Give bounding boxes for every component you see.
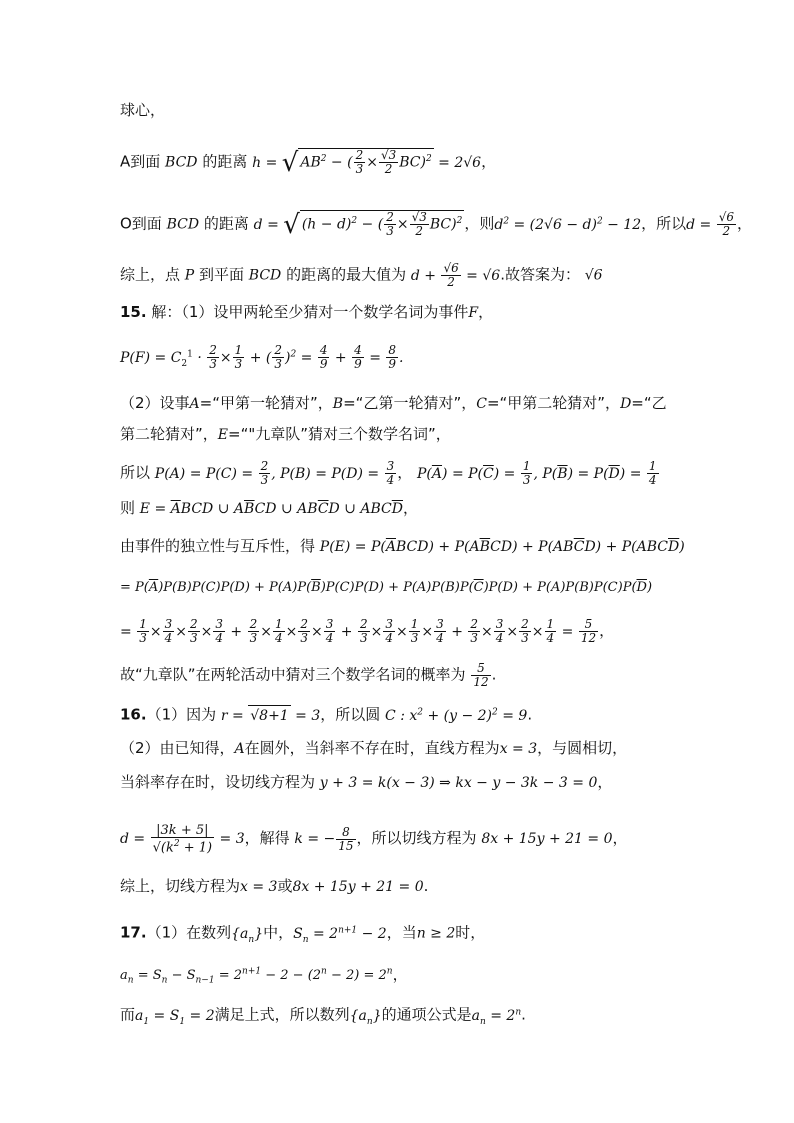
text: 球心，	[120, 101, 166, 119]
text: “甲第一轮猜对”，	[212, 394, 333, 412]
text: ，则	[464, 214, 495, 233]
text: “乙第一轮猜对”，	[355, 394, 477, 412]
text-line: 15. 解：（1）设甲两轮至少猜对一个数学名词为事件F，	[120, 303, 494, 321]
text: 时，	[455, 923, 486, 942]
text-line: $a_n = S_n - S_{n-1} = 2^{n+1} - 2 - (2^n - 2) = 2^n$，	[120, 965, 408, 986]
text: “"九章队”猜对三个数学名词”，	[240, 425, 451, 443]
formula: $P(F) = C_2^1$ · $\frac{2}{3}$ × $\frac{1}{3}$ + ( $\frac{2}{3}$ )$^2$ = $\frac{4}{9}$ + $\frac{4}{9}$ = $\frac{8}{9}$ .	[120, 343, 404, 372]
text-line: 则 $E = \overline{A}BCD$ ∪ $A\overline{B}CD$ ∪ $AB\overline{C}D$ ∪ $ABC\overline{D}$，	[120, 499, 419, 517]
question-number: 15.	[120, 303, 147, 321]
formula: = $P(\overline{A})P(B)P(C)P(D) + P(A)P(\overline{B})P(C)P(D) + P(A)P(B)P(\overline{C})P(D) + P(A)P(B)P(C)P(\overline{D})$	[120, 580, 653, 595]
text: “甲第二轮猜对”，	[499, 394, 621, 412]
text: 故“九章队”在两轮活动中猜对三个数学名词的概率为	[120, 665, 466, 684]
formula: = $\frac{1}{3}$ × $\frac{3}{4}$ × $\frac{2}{3}$ × $\frac{3}{4}$ + $\frac{2}{3}$ × $\frac{1}{4}$ × $\frac{2}{3}$ × $\frac{3}{4}$ + $\frac{2}{3}$ × $\frac{3}{4}$ × $\frac{1}{3}$ × $\frac{3}{4}$ + $\frac{2}{3}$ × $\frac{3}{4}$ × $\frac{2}{3}$ × $\frac{1}{4}$ = $\frac{5}{12}$	[120, 617, 597, 645]
text: 综上，点	[120, 265, 181, 284]
text: （1）在数列	[146, 923, 232, 942]
formula: $P(\overline{A}) = P(\overline{C})$ = $\frac{1}{3}$ , $P(\overline{B}) = P(\overline{D})$ = $\frac{1}{4}$	[417, 459, 657, 487]
formula: $P(E) = P(\overline{A}BCD) + P(A\overline{B}CD) + P(AB\overline{C}D) + P(ABC\overline{D})$	[319, 539, 685, 555]
text: ，所以切线方程为	[356, 829, 477, 848]
text: 而	[120, 1005, 136, 1024]
text: 的通项公式是	[381, 1005, 472, 1024]
math: BCD	[248, 267, 282, 284]
text: A到面	[120, 152, 161, 171]
formula: $E = \overline{A}BCD$ ∪ $A\overline{B}CD$ ∪ $AB\overline{C}D$ ∪ $ABC\overline{D}$	[139, 501, 403, 517]
formula: h = √ $AB^2$ − ( $\frac{2}{3}$ × $\frac{√3}{2}$ BC)$^2$ = 2√6	[252, 147, 482, 178]
math: BCD	[165, 154, 198, 171]
text-line: 综上，切线方程为x = 3或8x + 15y + 21 = 0.	[120, 877, 429, 895]
formula: $d^2 = (2√6 - d)^2 - 12$	[494, 216, 642, 233]
formula: $a_n = S_n - S_{n-1} = 2^{n+1} - 2 - (2^n - 2) = 2^n$	[120, 967, 393, 986]
formula: C : $x^2 + (y - 2)^2 = 9$	[385, 707, 528, 724]
formula: P(A) = P(C) = $\frac{2}{3}$ , P(B) = P(D) = $\frac{3}{4}$	[154, 459, 395, 487]
text: O到面	[120, 214, 162, 233]
formula: d = √ $(h - d)^2$ − ( $\frac{2}{3}$ × $\frac{√3}{2}$ BC)$^2$	[253, 209, 463, 240]
text: 或	[277, 877, 293, 895]
text: ，所以	[641, 214, 687, 233]
text-line: O到面 BCD 的距离 d = √ $(h - d)^2$ − ( $\frac{2}{3}$ × $\frac{√3}{2}$ BC)$^2$ ，则$d^2 = (2√6 - d)^2 - 12$，所以d = $\frac{√6}{2}$ ，	[120, 209, 753, 240]
text: 中，	[263, 923, 294, 942]
text-line: 16.（1）因为 r = √8+1 = 3，所以圆 C : $x^2 + (y - 2)^2 = 9$.	[120, 705, 533, 724]
question-number: 17.	[120, 923, 147, 942]
text-line: （2）由已知得，A在圆外，当斜率不存在时，直线方程为x = 3，与圆相切，	[120, 739, 628, 757]
text: （2）设事	[120, 394, 190, 412]
text: ，当	[386, 923, 417, 942]
text: 解：（1）设甲两轮至少猜对一个数学名词为事件	[151, 303, 469, 321]
text: 综上，切线方程为	[120, 877, 241, 895]
text-line: 而$a_1 = S_1 = 2$满足上式，所以数列$\{a_n\}$的通项公式是$a_n = 2^n$.	[120, 1005, 526, 1027]
text-line: 第二轮猜对”，E=“"九章队”猜对三个数学名词”，	[120, 425, 451, 443]
math: P	[184, 267, 195, 284]
text-line: d = $\frac{|3k + 5|}{√(k^2 + 1)}$ = 3，解得 k = − $\frac{8}{15}$ ，所以切线方程为 8x + 15y + 21 = 0，	[120, 823, 628, 856]
text: （2）由已知得，	[120, 739, 235, 757]
text: ，所以圆	[320, 705, 381, 724]
text: 的距离的最大值为	[286, 265, 407, 284]
formula: 8x + 15y + 21 = 0	[481, 831, 613, 848]
text: 在圆外，当斜率不存在时，直线方程为	[244, 739, 500, 757]
question-number: 16.	[120, 705, 147, 724]
text: （1）因为	[146, 705, 217, 724]
text: 则	[120, 499, 136, 517]
text: ，与圆相切，	[537, 739, 628, 757]
text-line: = $\frac{1}{3}$ × $\frac{3}{4}$ × $\frac{2}{3}$ × $\frac{3}{4}$ + $\frac{2}{3}$ × $\frac{1}{4}$ × $\frac{2}{3}$ × $\frac{3}{4}$ + $\frac{2}{3}$ × $\frac{3}{4}$ × $\frac{1}{3}$ × $\frac{3}{4}$ + $\frac{2}{3}$ × $\frac{3}{4}$ × $\frac{2}{3}$ × $\frac{1}{4}$ = $\frac{5}{12}$ ，	[120, 617, 615, 645]
text-line	[120, 262, 699, 289]
text-line	[120, 344, 699, 373]
formula: $\frac{5}{12}$	[473, 661, 489, 689]
text: 由事件的独立性与互斥性，得	[120, 537, 316, 555]
text: 第二轮猜对”，	[120, 425, 218, 443]
text: 的距离	[202, 152, 248, 171]
formula: d + $\frac{√6}{2}$ = √6	[410, 261, 501, 289]
text-line: 当斜率存在时，设切线方程为 y + 3 = k(x − 3) ⇒ kx − y − 3k − 3 = 0，	[120, 773, 613, 791]
text: 所以	[120, 463, 151, 482]
math: A	[234, 741, 245, 757]
math: BCD	[166, 216, 200, 233]
formula: y + 3 = k(x − 3) ⇒ kx − y − 3k − 3 = 0	[319, 775, 598, 791]
text-line	[120, 536, 699, 557]
text-line	[120, 100, 699, 120]
formula: d = $\frac{|3k + 5|}{√(k^2 + 1)}$ = 3	[120, 823, 245, 856]
text-line	[120, 576, 699, 598]
text: “乙	[643, 394, 667, 412]
text: ，解得	[244, 829, 290, 848]
text-line: 17.（1）在数列$\{a_n\}$中，$S_n = 2^{n+1} - 2$，当n ≥ 2时，	[120, 923, 486, 945]
text: 到平面	[199, 265, 245, 284]
formula: r = √8+1 = 3	[221, 708, 320, 724]
text-line: 故“九章队”在两轮活动中猜对三个数学名词的概率为 $\frac{5}{12}$ .	[120, 661, 497, 689]
text-line: 所以 P(A) = P(C) = $\frac{2}{3}$ , P(B) = P(D) = $\frac{3}{4}$ ， $P(\overline{A}) = P(\overline{C})$ = $\frac{1}{3}$ , $P(\overline{B}) = P(\overline{D})$ = $\frac{1}{4}$	[120, 460, 699, 487]
text: 的距离	[203, 214, 249, 233]
formula: √6	[584, 267, 603, 284]
formula: d = $\frac{√6}{2}$	[686, 210, 735, 239]
text: 满足上式，所以数列	[214, 1005, 350, 1024]
text: .故答案为：	[500, 265, 580, 284]
formula: k = − $\frac{8}{15}$	[294, 824, 354, 853]
text: 当斜率存在时，设切线方程为	[120, 773, 316, 791]
text-line: A到面 BCD 的距离 h = √ $AB^2$ − ( $\frac{2}{3}$ × $\frac{√3}{2}$ BC)$^2$ = 2√6，	[120, 147, 497, 178]
text-line: （2）设事A=“甲第一轮猜对”，B=“乙第一轮猜对”，C=“甲第二轮猜对”，D=“乙	[120, 394, 667, 412]
